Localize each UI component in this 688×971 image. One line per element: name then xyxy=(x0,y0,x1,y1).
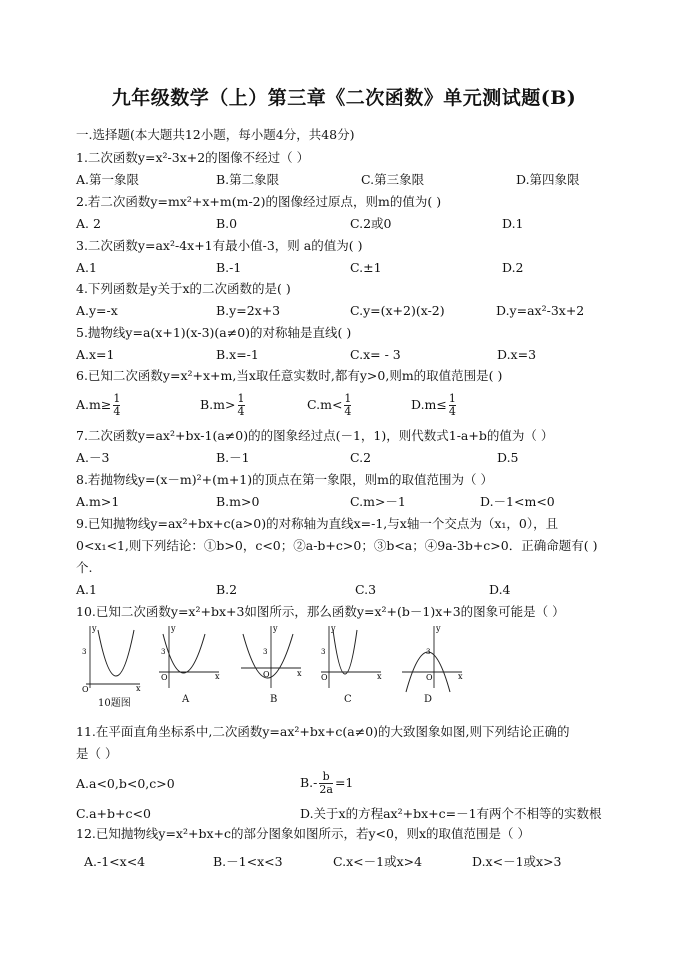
question-4-option-a: A.y=-x xyxy=(76,303,118,318)
svg-text:y: y xyxy=(92,624,97,633)
question-11-stem-line-2: 是（ ） xyxy=(76,746,118,761)
graph-b-caption: B xyxy=(270,694,278,705)
question-7-option-a: A.－3 xyxy=(76,450,110,465)
question-8-option-b: B.m>0 xyxy=(216,494,260,509)
svg-text:y: y xyxy=(273,624,278,633)
section-heading: 一.选择题(本大题共12小题，每小题4分，共48分) xyxy=(76,127,355,142)
fraction: $\frac{1}{4}$ xyxy=(237,392,245,418)
svg-text:O: O xyxy=(263,670,270,679)
question-5-option-c: C.x= - 3 xyxy=(350,347,401,362)
graph-c-caption: C xyxy=(344,694,352,705)
svg-text:x: x xyxy=(215,672,220,681)
question-9-option-c: C.3 xyxy=(355,582,377,597)
fraction: $\frac{1}{4}$ xyxy=(448,392,456,418)
svg-text:x: x xyxy=(377,672,382,681)
question-10-graph-c xyxy=(317,622,385,694)
question-6-stem: 6.已知二次函数y=x²+x+m,当x取任意实数时,都有y>0,则m的取值范围是( ) xyxy=(76,368,503,383)
svg-text:y: y xyxy=(331,624,336,633)
question-12-option-a: A.-1<x<4 xyxy=(84,854,146,869)
question-11-option-b: B.- $\frac{b}{2a}$ =1 xyxy=(300,770,354,796)
question-8-option-c: C.m>－1 xyxy=(350,494,406,509)
question-11-option-a: A.a<0,b<0,c>0 xyxy=(76,776,175,791)
question-11-stem-line-1: 11.在平面直角坐标系中,二次函数y=ax²+bx+c(a≠0)的大致图象如图,则下列结论正确的 xyxy=(76,724,570,739)
page-title: 九年级数学（上）第三章《二次函数》单元测试题(B) xyxy=(111,87,577,109)
svg-text:x: x xyxy=(136,684,141,693)
svg-text:x: x xyxy=(297,669,302,678)
question-7-option-b: B.－1 xyxy=(216,450,250,465)
question-2-stem: 2.若二次函数y=mx²+x+m(m-2)的图像经过原点，则m的值为( ) xyxy=(76,194,442,209)
svg-text:x: x xyxy=(458,672,463,681)
question-12-stem: 12.已知抛物线y=x²+bx+c的部分图象如图所示，若y<0，则x的取值范围是（ ） xyxy=(76,826,530,841)
svg-text:3: 3 xyxy=(82,648,87,656)
question-5-stem: 5.抛物线y=a(x+1)(x-3)(a≠0)的对称轴是直线( ) xyxy=(76,325,352,340)
question-11-option-d: D.关于x的方程ax²+bx+c=－1有两个不相等的实数根 xyxy=(300,806,602,821)
question-6-option-b: B.m> $\frac{1}{4}$ xyxy=(200,392,245,418)
question-5-option-d: D.x=3 xyxy=(497,347,537,362)
svg-text:y: y xyxy=(171,624,176,633)
question-9-option-b: B.2 xyxy=(216,582,238,597)
question-4-option-b: B.y=2x+3 xyxy=(216,303,281,318)
question-2-option-c: C.2或0 xyxy=(350,216,392,231)
question-6-option-c: C.m< $\frac{1}{4}$ xyxy=(307,392,352,418)
svg-text:3: 3 xyxy=(263,648,268,656)
question-8-option-d: D.－1<m<0 xyxy=(480,494,555,509)
question-1-option-d: D.第四象限 xyxy=(516,172,580,187)
svg-text:3: 3 xyxy=(161,648,166,656)
fraction: $\frac{b}{2a}$ xyxy=(319,770,333,796)
question-9-stem-line-3: 个. xyxy=(76,560,93,575)
fraction: $\frac{1}{4}$ xyxy=(113,392,121,418)
question-10-stem: 10.已知二次函数y=x²+bx+3如图所示，那么函数y=x²+(b－1)x+3的图象可能是（ ） xyxy=(76,604,565,619)
question-6-option-a: A.m≥ $\frac{1}{4}$ xyxy=(76,392,121,418)
question-10-figure xyxy=(76,622,144,694)
question-8-option-a: A.m>1 xyxy=(76,494,120,509)
svg-text:3: 3 xyxy=(426,648,431,656)
question-5-option-a: A.x=1 xyxy=(76,347,115,362)
question-7-option-c: C.2 xyxy=(350,450,372,465)
question-2-option-b: B.0 xyxy=(216,216,238,231)
question-9-option-a: A.1 xyxy=(76,582,97,597)
question-10-graph-b xyxy=(237,622,305,694)
question-11-option-c: C.a+b+c<0 xyxy=(76,806,151,821)
question-5-option-b: B.x=-1 xyxy=(216,347,259,362)
question-4-option-c: C.y=(x+2)(x-2) xyxy=(350,303,445,318)
question-9-option-d: D.4 xyxy=(489,582,511,597)
svg-text:O: O xyxy=(161,673,168,682)
question-8-stem: 8.若抛物线y=(x－m)²+(m+1)的顶点在第一象限，则m的取值范围为（ ） xyxy=(76,472,493,487)
fraction: $\frac{1}{4}$ xyxy=(344,392,352,418)
question-7-option-d: D.5 xyxy=(497,450,519,465)
question-12-option-b: B.－1<x<3 xyxy=(213,854,283,869)
question-1-stem: 1.二次函数y=x²-3x+2的图像不经过（ ） xyxy=(76,150,310,165)
question-4-stem: 4.下列函数是y关于x的二次函数的是( ) xyxy=(76,281,291,296)
question-3-option-d: D.2 xyxy=(502,260,524,275)
svg-text:O: O xyxy=(82,685,89,694)
question-1-option-b: B.第二象限 xyxy=(216,172,280,187)
svg-text:O: O xyxy=(426,673,433,682)
svg-text:y: y xyxy=(436,624,441,633)
question-4-option-d: D.y=ax²-3x+2 xyxy=(496,303,585,318)
question-10-graph-d xyxy=(398,622,466,694)
graph-a-caption: A xyxy=(182,694,190,705)
question-10-graph-a xyxy=(155,622,223,694)
question-3-option-c: C.±1 xyxy=(350,260,382,275)
graph-d-caption: D xyxy=(424,694,433,705)
question-7-stem: 7.二次函数y=ax²+bx-1(a≠0)的的图象经过点(－1，1)，则代数式1-a+b的值为（ ） xyxy=(76,428,554,443)
question-1-option-c: C.第三象限 xyxy=(361,172,425,187)
question-6-option-d: D.m≤ $\frac{1}{4}$ xyxy=(411,392,456,418)
question-3-option-b: B.-1 xyxy=(216,260,242,275)
question-12-option-c: C.x<－1或x>4 xyxy=(333,854,423,869)
svg-text:3: 3 xyxy=(321,648,326,656)
question-3-option-a: A.1 xyxy=(76,260,97,275)
svg-text:O: O xyxy=(321,673,328,682)
question-9-stem-line-1: 9.已知抛物线y=ax²+bx+c(a>0)的对称轴为直线x=-1,与x轴一个交点为（x₁，0），且 xyxy=(76,516,559,531)
question-2-option-a: A. 2 xyxy=(76,216,101,231)
question-1-option-a: A.第一象限 xyxy=(76,172,140,187)
question-9-stem-line-2: 0<x₁<1,则下列结论：①b>0，c<0；②a-b+c>0；③b<a；④9a-3b+c>0．正确命题有( ) xyxy=(76,538,598,553)
figure-caption: 10题图 xyxy=(98,698,131,709)
question-12-option-d: D.x<－1或x>3 xyxy=(472,854,562,869)
question-3-stem: 3.二次函数y=ax²-4x+1有最小值-3，则 a的值为( ) xyxy=(76,238,363,253)
question-2-option-d: D.1 xyxy=(502,216,524,231)
